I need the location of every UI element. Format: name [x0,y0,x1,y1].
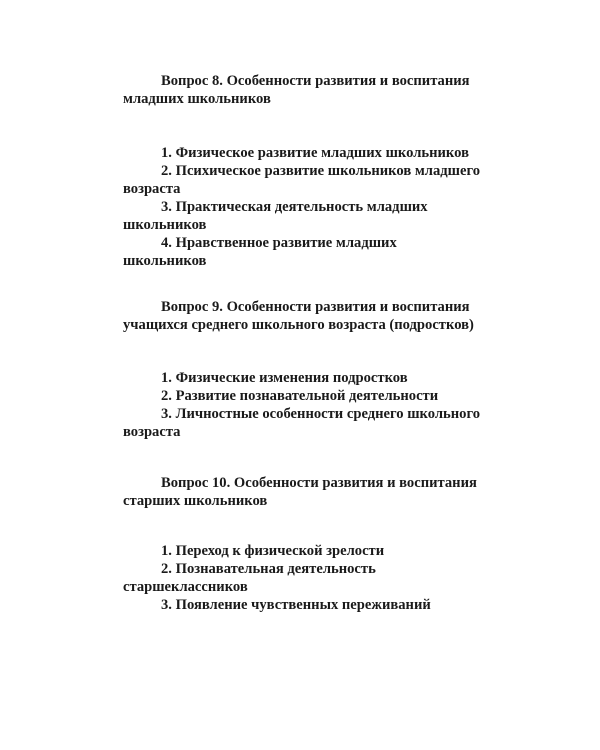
heading-line: Вопрос 9. Особенности развития и воспитания [161,299,470,315]
list-item-continuation: возраста [123,181,181,197]
list-item: 3. Появление чувственных переживаний [161,597,431,613]
section-question-9-heading [123,298,503,334]
list-item: 3. Практическая деятельность младших [161,199,428,215]
list-item-continuation: старшеклассников [123,579,248,595]
section-question-10-heading [123,474,503,510]
list-item: 2. Развитие познавательной деятельности [161,388,439,404]
list-item: 1. Переход к физической зрелости [161,543,385,559]
list-item: 3. Личностные особенности среднего школьного [161,406,481,422]
heading-line: младших школьников [123,91,271,107]
section-question-9-items [123,369,503,441]
heading-line: Вопрос 10. Особенности развития и воспитания [161,475,477,491]
list-item-continuation: возраста [123,424,181,440]
section-question-8-heading [123,72,503,108]
list-item: 4. Нравственное развитие младших [161,235,397,251]
section-question-10-items [123,542,503,614]
list-item-continuation: школьников [123,217,207,233]
list-item: 1. Физическое развитие младших школьников [161,145,469,161]
list-item: 2. Познавательная деятельность [161,561,376,577]
heading-line: Вопрос 8. Особенности развития и воспитания [161,73,470,89]
heading-line: учащихся среднего школьного возраста (подростков) [123,317,474,333]
list-item: 1. Физические изменения подростков [161,370,408,386]
heading-line: старших школьников [123,493,268,509]
list-item-continuation: школьников [123,253,207,269]
list-item: 2. Психическое развитие школьников младшего [161,163,481,179]
section-question-8-items [123,144,503,270]
